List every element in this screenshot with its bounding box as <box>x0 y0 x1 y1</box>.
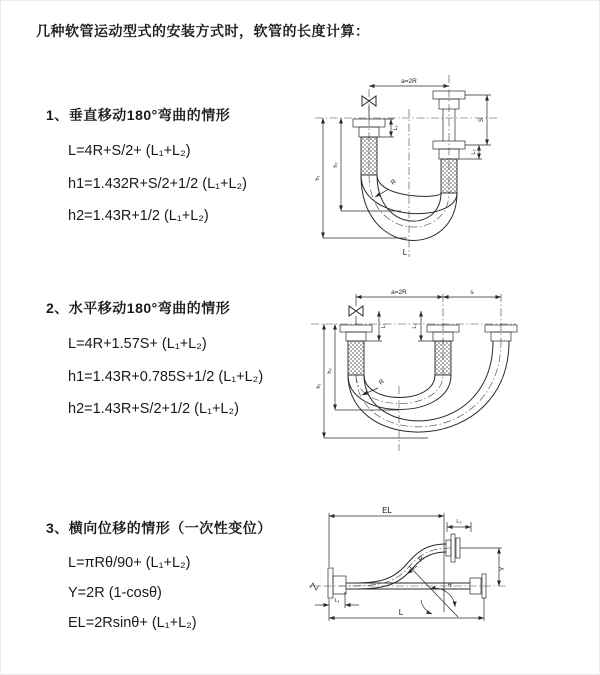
left-flange <box>328 568 346 598</box>
dim-h1-label: h₁ <box>315 175 321 181</box>
dim-l2-label: L₂ <box>456 519 462 525</box>
radius-label: R <box>417 555 426 564</box>
dim-h2-label: h₂ <box>327 368 333 374</box>
axis-break-mark <box>310 583 319 590</box>
formula: L=4R+1.57S+ (L₁+L₂) <box>68 336 207 352</box>
middle-flange <box>427 325 459 375</box>
section-horizontal-movement <box>46 298 263 426</box>
formula: L=4R+S/2+ (L₁+L₂) <box>68 143 191 159</box>
formula: h1=1.432R+S/2+1/2 (L₁+L₂) <box>68 175 248 192</box>
dimensions <box>315 506 506 621</box>
page-title: 几种软管运动型式的安装方式时，软管的长度计算： <box>36 23 370 39</box>
formula: h2=1.43R+S/2+1/2 (L₁+L₂) <box>68 401 239 417</box>
dimensions <box>315 78 491 257</box>
diagram-lateral-displacement <box>301 496 600 656</box>
formula: EL=2Rsinθ+ (L₁+L₂) <box>68 615 197 631</box>
dim-h1-label: h₁ <box>316 383 322 389</box>
formula: h1=1.43R+0.785S+1/2 (L₁+L₂) <box>68 368 264 385</box>
radius-label: R <box>377 378 386 387</box>
dim-s-label: S <box>478 117 485 123</box>
left-flange <box>340 325 372 375</box>
dim-s-label: s <box>470 289 474 296</box>
section-3-formulas <box>46 548 272 638</box>
valve-icon <box>362 96 376 118</box>
dim-y-label: Y <box>499 566 506 572</box>
dim-l1-label: L₁ <box>334 598 340 604</box>
formula: L=πRθ/90+ (L₁+L₂) <box>68 555 191 571</box>
formula: h2=1.43R+1/2 (L₁+L₂) <box>68 208 209 224</box>
dim-a-label: a=2R <box>401 78 417 85</box>
section-2-heading: 2、水平移动180°弯曲的情形 <box>46 300 231 316</box>
section-lateral-displacement <box>46 518 272 638</box>
dim-l2-label: L₂ <box>471 149 477 155</box>
dim-a-label: a=2R <box>391 289 407 296</box>
dim-el-label: EL <box>382 506 392 515</box>
dim-l1-label: L₁ <box>393 125 399 131</box>
centerlines <box>311 294 516 451</box>
dim-l-label: L <box>398 608 404 617</box>
section-vertical-movement <box>46 105 247 233</box>
angle-theta-label: θ <box>448 582 452 589</box>
valve-icon <box>349 294 363 325</box>
section-1-heading: 1、垂直移动180°弯曲的情形 <box>46 107 231 123</box>
section-2-formulas <box>46 328 263 426</box>
length-label: L <box>402 248 408 257</box>
diagram-horizontal-180-bend <box>301 281 600 456</box>
diagram-vertical-180-bend <box>301 61 600 261</box>
section-1-formulas <box>46 135 247 233</box>
dim-l1-label: L₁ <box>381 323 387 329</box>
dim-l2-label: L₂ <box>412 323 418 329</box>
hose-curves <box>348 341 509 432</box>
section-3-heading: 3、横向位移的情形（一次性变位） <box>46 520 272 536</box>
dim-h2-label: h₂ <box>333 162 339 168</box>
left-flange <box>353 119 385 175</box>
formula: Y=2R (1-cosθ) <box>68 585 162 601</box>
radius-label: R <box>389 178 398 187</box>
centerlines <box>315 75 497 257</box>
